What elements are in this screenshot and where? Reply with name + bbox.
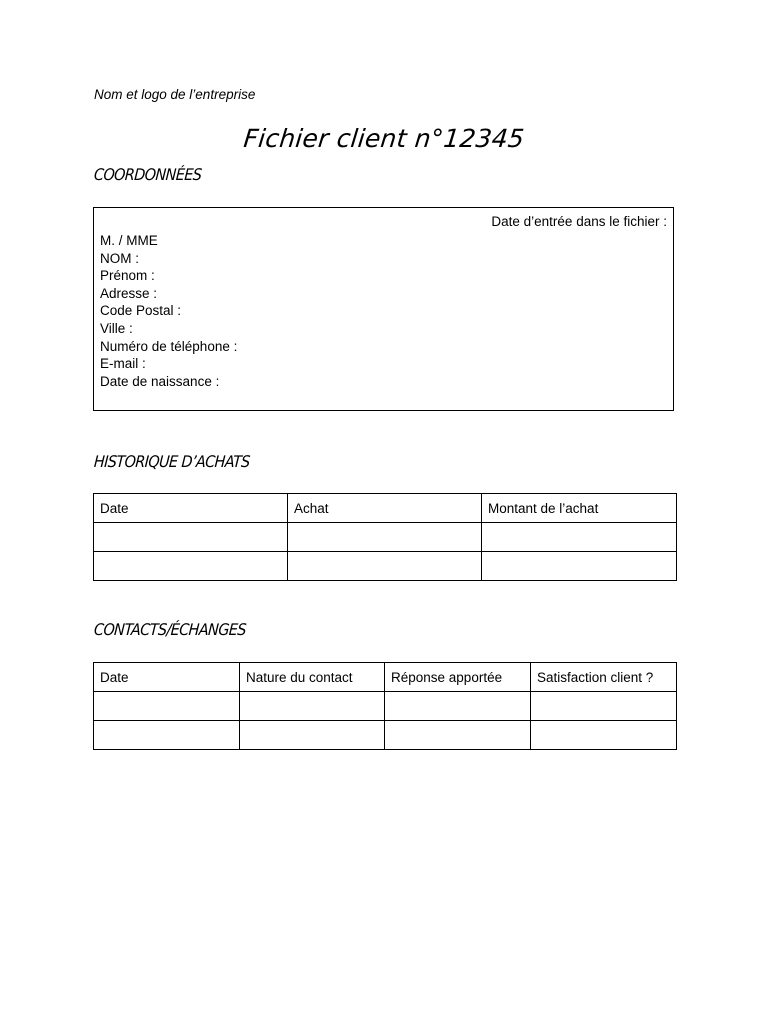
section-heading-historique: HISTORIQUE D’ACHATS	[93, 452, 251, 471]
table-cell	[482, 523, 677, 552]
purchase-history-table	[93, 493, 677, 581]
table-cell	[240, 721, 385, 750]
table-header-row	[94, 494, 677, 523]
column-header-nature-contact: Nature du contact	[240, 663, 385, 692]
table-cell	[288, 552, 482, 581]
field-adresse: Adresse :	[100, 285, 158, 301]
field-code-postal: Code Postal :	[100, 303, 182, 319]
field-ville: Ville :	[100, 320, 133, 336]
coordonnees-fields	[100, 232, 237, 390]
field-civilite: M. / MME	[100, 233, 158, 248]
table-cell	[94, 552, 288, 581]
table-cell	[531, 721, 677, 750]
field-telephone: Numéro de téléphone :	[100, 338, 238, 354]
column-header-reponse: Réponse apportée	[385, 663, 531, 692]
field-prenom: Prénom :	[100, 268, 155, 284]
table-row	[94, 552, 677, 581]
section-heading-contacts: CONTACTS/ÉCHANGES	[93, 620, 247, 639]
section-heading-coordonnees: COORDONNÉES	[93, 165, 203, 184]
table-row	[94, 692, 677, 721]
table-cell	[288, 523, 482, 552]
table-row	[94, 721, 677, 750]
entry-date-label: Date d’entrée dans le fichier :	[491, 214, 667, 229]
table-cell	[385, 692, 531, 721]
table-header-row	[94, 663, 677, 692]
table-row	[94, 523, 677, 552]
company-name-logo-placeholder: Nom et logo de l’entreprise	[94, 87, 256, 102]
column-header-achat: Achat	[288, 494, 482, 523]
column-header-satisfaction: Satisfaction client ?	[531, 663, 677, 692]
column-header-montant: Montant de l’achat	[482, 494, 677, 523]
field-date-naissance: Date de naissance :	[100, 373, 220, 389]
table-cell	[385, 721, 531, 750]
field-email: E-mail :	[100, 356, 146, 372]
table-cell	[94, 721, 240, 750]
table-cell	[240, 692, 385, 721]
table-cell	[94, 523, 288, 552]
coordonnees-box	[93, 207, 674, 411]
field-nom: NOM :	[100, 250, 139, 266]
table-cell	[482, 552, 677, 581]
contacts-table	[93, 662, 677, 750]
column-header-date: Date	[94, 663, 240, 692]
column-header-date: Date	[94, 494, 288, 523]
table-cell	[531, 692, 677, 721]
document-title: Fichier client n°12345	[242, 124, 526, 153]
table-cell	[94, 692, 240, 721]
